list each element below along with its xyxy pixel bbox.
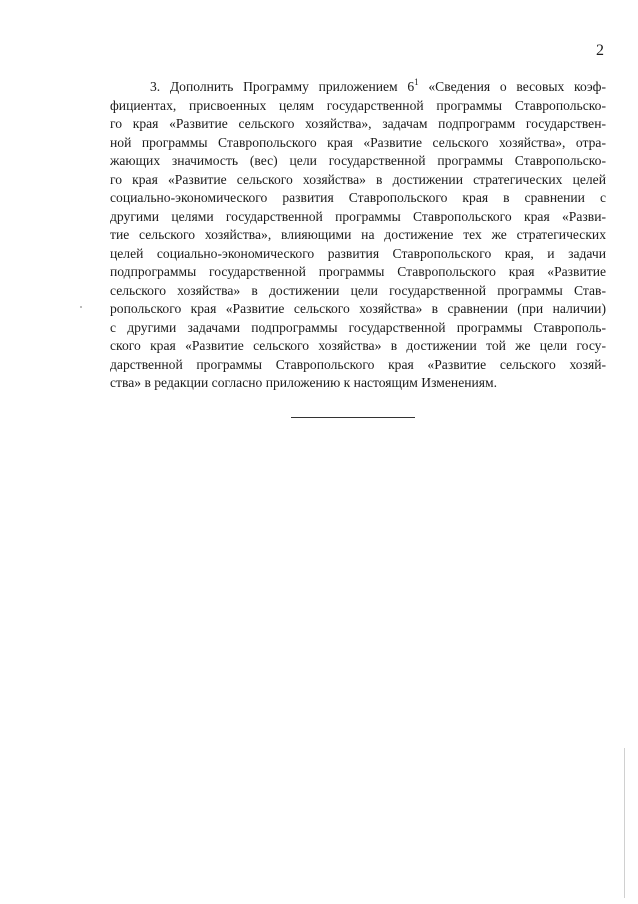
paragraph-line [110,78,606,97]
paragraph-line: го края «Развитие сельского хозяйства», задачам подпрограмм государствен- [110,116,606,131]
end-separator-line [291,417,415,418]
amendment-paragraph [110,78,606,393]
scan-edge-line [624,748,625,898]
paragraph-line: ства» в редакции согласно приложению к настоящим Изменениям. [110,375,498,390]
page-number: 2 [596,42,604,59]
paragraph-line: социально-экономического развития Ставропольского края в сравнении с [110,190,606,205]
paragraph-line: тие сельского хозяйства», влияющими на достижение тех же стратегических [110,227,606,242]
superscript-index: 1 [414,77,419,87]
paragraph-line: го края «Развитие сельского хозяйства» в достижении стратегических целей [110,171,606,187]
paragraph-line-text: 3. Дополнить Программу приложением 6 [150,79,415,94]
paragraph-line: с другими задачами подпрограммы государственной программы Ставрополь- [110,319,606,335]
paragraph-line: сельского хозяйства» в достижении цели государственной программы Став- [110,282,606,298]
paragraph-line: дарственной программы Ставропольского края «Развитие сельского хозяй- [110,356,606,372]
paragraph-line: фициентах, присвоенных целям государственной программы Ставропольско- [110,97,606,113]
paragraph-line-text: «Сведения о весовых коэф- [418,79,606,94]
scan-mark [80,306,82,308]
paragraph-line: жающих значимость (вес) цели государственной программы Ставропольско- [110,153,606,168]
paragraph-line: ского края «Развитие сельского хозяйства» в достижении той же цели госу- [110,338,606,353]
paragraph-line: подпрограммы государственной программы Ставропольского края «Развитие [110,264,606,279]
paragraph-line: другими целями государственной программы Ставропольского края «Разви- [110,208,606,224]
paragraph-line: ной программы Ставропольского края «Развитие сельского хозяйства», отра- [110,134,606,150]
paragraph-line: целей социально-экономического развития Ставропольского края, и задачи [110,245,606,261]
paragraph-line: ропольского края «Развитие сельского хозяйства» в сравнении (при наличии) [110,301,606,316]
